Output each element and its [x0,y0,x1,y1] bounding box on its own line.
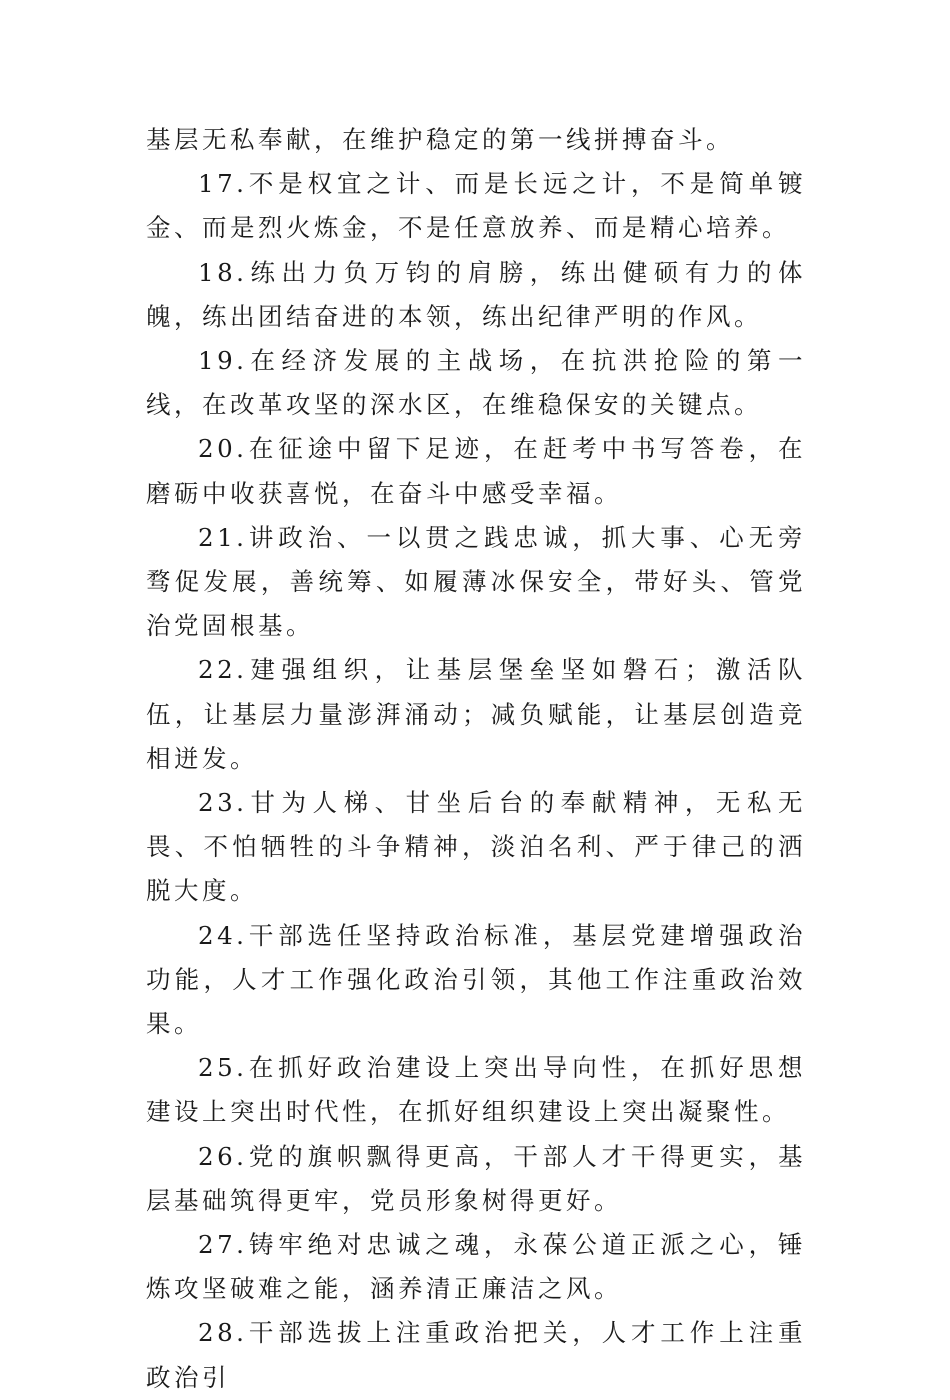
paragraph-item-24: 24.干部选任坚持政治标准，基层党建增强政治功能，人才工作强化政治引领，其他工作注重政治效果。 [146,920,806,1039]
paragraph-item-17: 17.不是权宜之计、而是长远之计，不是简单镀金、而是烈火炼金，不是任意放养、而是精心培养。 [146,169,806,243]
paragraph-item-26: 26.党的旗帜飘得更高，干部人才干得更实，基层基础筑得更牢，党员形象树得更好。 [146,1141,806,1215]
paragraph-item-28: 28.干部选拔上注重政治把关，人才工作上注重政治引 [146,1318,806,1392]
paragraph-continuation: 基层无私奉献，在维护稳定的第一线拼搏奋斗。 [146,125,734,154]
document-body [146,118,806,1400]
paragraph-item-21: 21.讲政治、一以贯之践忠诚，抓大事、心无旁骛促发展，善统筹、如履薄冰保安全，带好头、管党治党固根基。 [146,522,806,641]
paragraph-item-18: 18.练出力负万钧的肩膀，练出健硕有力的体魄，练出团结奋进的本领，练出纪律严明的作风。 [146,257,806,331]
paragraph-item-19: 19.在经济发展的主战场，在抗洪抢险的第一线，在改革攻坚的深水区，在维稳保安的关键点。 [146,346,806,420]
paragraph-item-22: 22.建强组织，让基层堡垒坚如磐石；激活队伍，让基层力量澎湃涌动；减负赋能，让基层创造竞相迸发。 [146,655,806,773]
paragraph-item-27: 27.铸牢绝对忠诚之魂，永葆公道正派之心，锤炼攻坚破难之能，涵养清正廉洁之风。 [146,1230,806,1304]
paragraph-item-20: 20.在征途中留下足迹，在赶考中书写答卷，在磨砺中收获喜悦，在奋斗中感受幸福。 [146,434,806,508]
paragraph-item-25: 25.在抓好政治建设上突出导向性，在抓好思想建设上突出时代性，在抓好组织建设上突出凝聚性。 [146,1053,806,1127]
paragraph-item-23: 23.甘为人梯、甘坐后台的奉献精神，无私无畏、不怕牺牲的斗争精神，淡泊名利、严于律己的洒脱大度。 [146,788,806,906]
